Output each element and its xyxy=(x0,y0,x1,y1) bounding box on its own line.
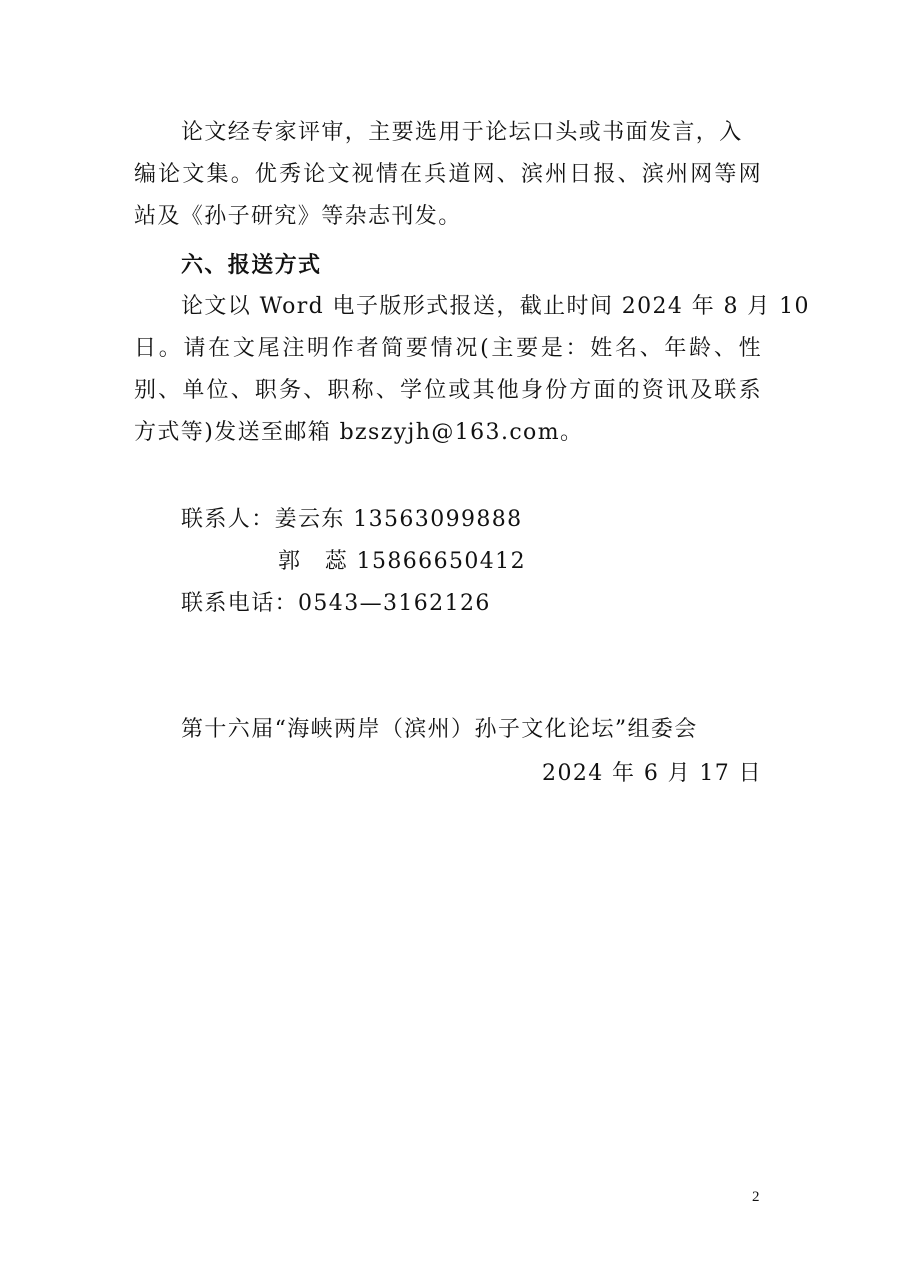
submission-paragraph-line-4: 方式等)发送至邮箱 bzszyjh@163.com。 xyxy=(134,420,584,445)
section-heading: 六、报送方式 xyxy=(181,252,322,278)
contact-phone: 联系电话：0543—3162126 xyxy=(181,591,491,616)
contact-person-1: 姜云东 13563099888 xyxy=(274,507,523,532)
submission-paragraph-line-1: 论文以 Word 电子版形式报送，截止时间 2024 年 8 月 10 xyxy=(181,294,810,319)
review-paragraph-line-3: 站及《孙子研究》等杂志刊发。 xyxy=(134,204,462,229)
signature-date: 2024 年 6 月 17 日 xyxy=(542,761,762,786)
page-number: 2 xyxy=(752,1189,760,1205)
contact-label: 联系人： xyxy=(181,507,275,532)
contact-row-1 xyxy=(181,505,523,535)
review-paragraph-line-2: 编论文集。优秀论文视情在兵道网、滨州日报、滨州网等网 xyxy=(134,162,762,187)
submission-paragraph-line-2: 日。请在文尾注明作者简要情况(主要是：姓名、年龄、性 xyxy=(134,336,762,361)
submission-paragraph-line-3: 别、单位、职务、职称、学位或其他身份方面的资讯及联系 xyxy=(134,378,762,403)
contact-person-2: 郭 蕊 15866650412 xyxy=(278,549,526,574)
review-paragraph-line-1: 论文经专家评审，主要选用于论坛口头或书面发言，入 xyxy=(181,120,743,145)
organizer-signature: 第十六届“海峡两岸（滨州）孙子文化论坛”组委会 xyxy=(181,717,698,742)
